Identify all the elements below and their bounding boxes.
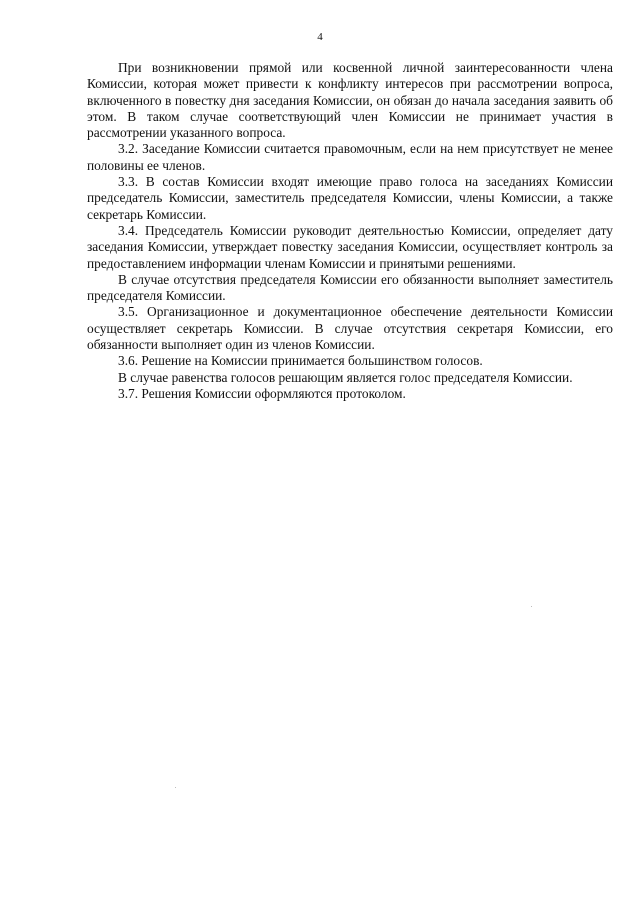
paragraph-3-6-majority-vote: 3.6. Решение на Комиссии принимается большинством голосов. xyxy=(118,353,483,369)
document-body xyxy=(87,60,613,402)
paragraph-3-2-quorum: 3.2. Заседание Комиссии считается правомочным, если на нем присутствует не менее половины ее членов. xyxy=(87,141,613,173)
paragraph-conflict-of-interest: При возникновении прямой или косвенной личной заинтересованности члена Комиссии, которая может привести к конфликту интересов при рассмотрении вопроса, включенного в повестку дня заседания Комиссии, он обязан до начала заседания заявить об этом. В таком случае соответствующий член Комиссии не принимает участия в рассмотрении указанного вопроса. xyxy=(87,60,613,141)
paragraph-3-7-protocol: 3.7. Решения Комиссии оформляются протоколом. xyxy=(118,385,406,401)
paragraph-3-5-secretary: 3.5. Организационное и документационное обеспечение деятельности Комиссии осуществляет секретарь Комиссии. В случае отсутствия секретаря Комиссии, его обязанности выполняет один из членов Комиссии. xyxy=(87,304,613,353)
scan-speck xyxy=(175,787,176,788)
paragraph-3-4-chairman: 3.4. Председатель Комиссии руководит деятельностью Комиссии, определяет дату заседания Комиссии, утверждает повестку заседания Комиссии, осуществляет контроль за предоставлением информации членам Комиссии и принятыми решениями. xyxy=(87,222,613,271)
page-number: 4 xyxy=(317,31,323,43)
paragraph-chairman-absence: В случае отсутствия председателя Комиссии его обязанности выполняет заместитель председателя Комиссии. xyxy=(87,271,613,304)
scan-speck xyxy=(531,606,532,607)
paragraph-tie-vote: В случае равенства голосов решающим является голос председателя Комиссии. xyxy=(118,369,573,385)
paragraph-3-3-composition: 3.3. В состав Комиссии входят имеющие право голоса на заседаниях Комиссии председатель Комиссии, заместитель председателя Комиссии, члены Комиссии, а также секретарь Комиссии. xyxy=(87,174,613,222)
